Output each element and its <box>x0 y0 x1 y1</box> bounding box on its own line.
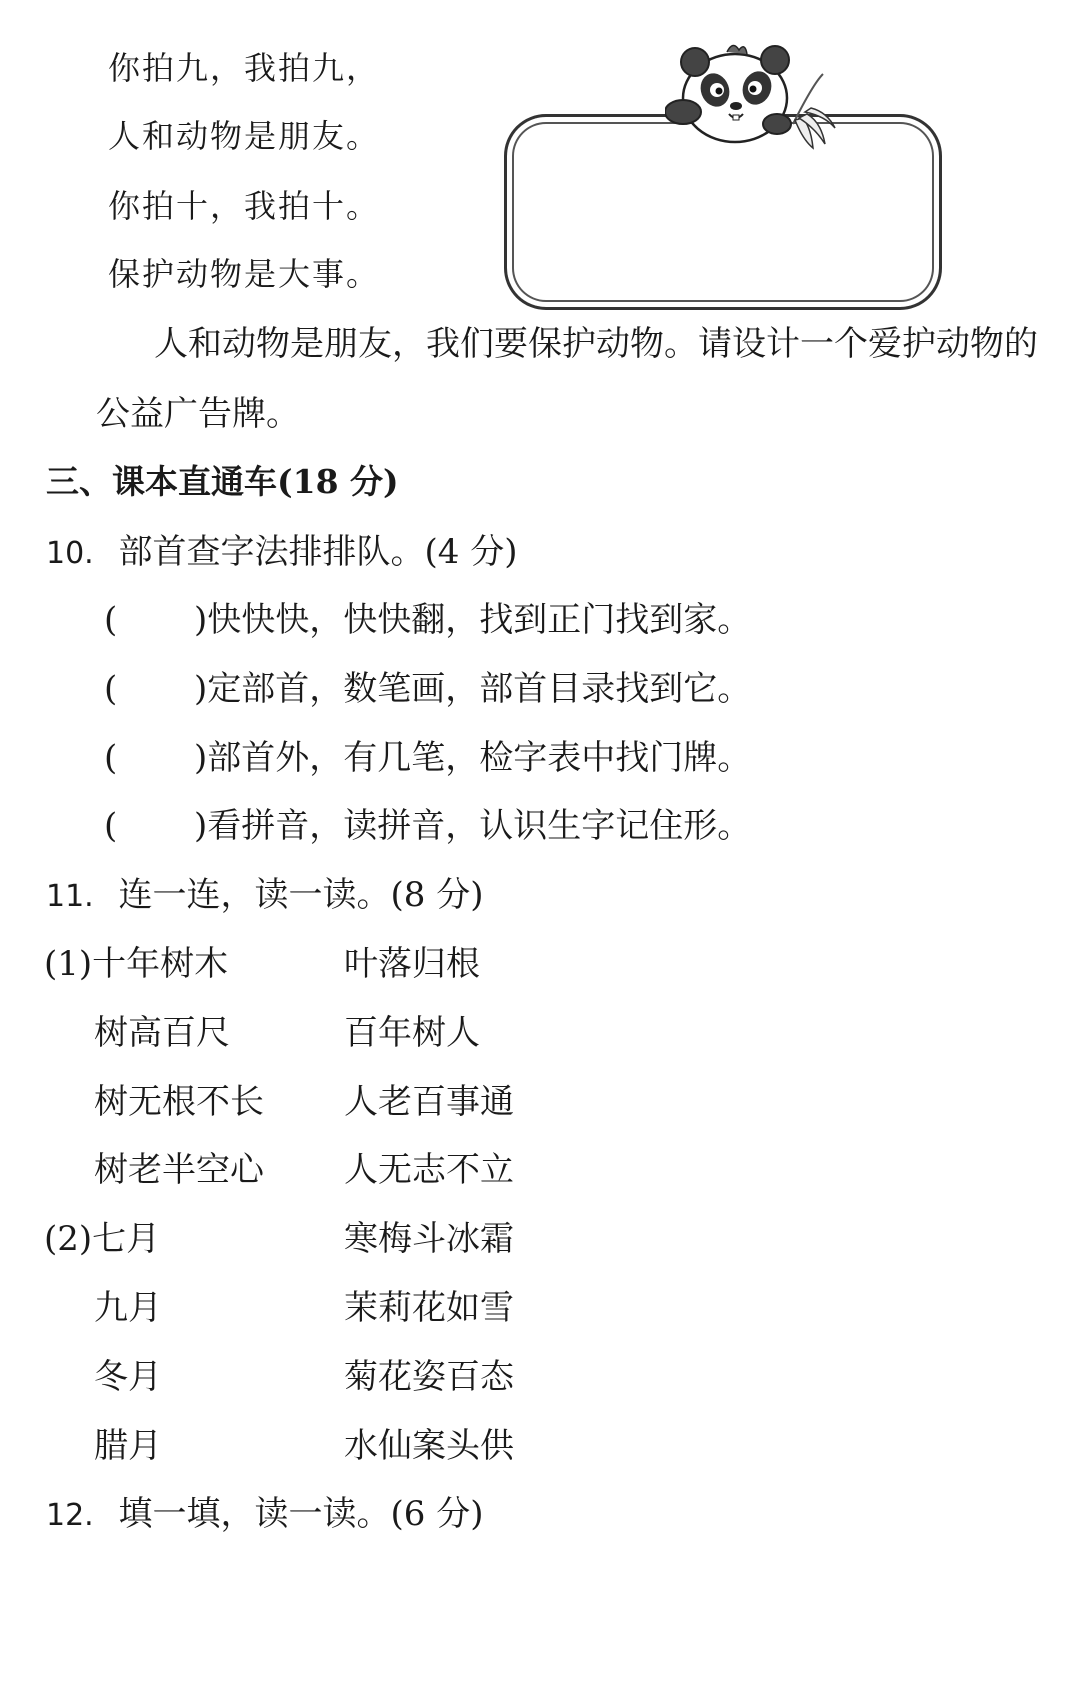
question-text: 部首查字法排排队。(4 分) <box>118 532 518 572</box>
question-number: 10. <box>46 536 94 571</box>
match-right-item: 人无志不立 <box>344 1150 514 1190</box>
item-text: 快快快，快快翻，找到正门找到家。 <box>207 600 752 640</box>
close-paren: ) <box>194 600 208 640</box>
open-paren: ( <box>104 669 118 709</box>
match-left-item: 树老半空心 <box>94 1150 264 1190</box>
open-paren: ( <box>104 600 118 640</box>
match-right-item: 叶落归根 <box>344 944 480 984</box>
item-text: 部首外，有几笔，检字表中找门牌。 <box>207 738 752 778</box>
part-label: (1) <box>44 944 93 984</box>
match-left-item: 十年树木 <box>92 944 229 984</box>
question-text: 填一填，读一读。(6 分) <box>118 1494 484 1534</box>
question-10 <box>46 532 518 574</box>
close-paren: ) <box>194 806 208 846</box>
panda-signboard-illustration <box>500 40 950 310</box>
q10-item-4 <box>104 806 751 846</box>
question-number: 12. <box>46 1498 94 1533</box>
item-text: 看拼音，读拼音，认识生字记住形。 <box>207 806 752 846</box>
q11-part2-row-1-left <box>44 1219 160 1259</box>
open-paren: ( <box>104 806 118 846</box>
match-right-item: 人老百事通 <box>344 1082 514 1122</box>
panda-icon <box>665 40 865 150</box>
q10-item-1 <box>104 600 751 640</box>
q10-item-2 <box>104 669 751 709</box>
match-right-item: 水仙案头供 <box>344 1426 514 1466</box>
match-left-item: 腊月 <box>94 1426 162 1466</box>
part-label: (2) <box>44 1219 93 1259</box>
question-text: 连一连，读一读。(8 分) <box>118 875 484 915</box>
match-right-item: 寒梅斗冰霜 <box>344 1219 514 1259</box>
match-left-item: 九月 <box>94 1288 162 1328</box>
close-paren: ) <box>194 738 208 778</box>
prompt-line-2: 公益广告牌。 <box>96 394 300 434</box>
match-right-item: 百年树人 <box>344 1013 480 1053</box>
poem-line-2: 人和动物是朋友。 <box>108 117 381 155</box>
question-number: 11. <box>46 879 94 914</box>
match-left-item: 七月 <box>92 1219 161 1259</box>
q11-part1-row-1-left <box>44 944 228 984</box>
poem-line-1: 你拍九，我拍九， <box>108 49 381 87</box>
open-paren: ( <box>104 738 118 778</box>
poem-line-4: 保护动物是大事。 <box>108 255 381 293</box>
prompt-line-1: 人和动物是朋友，我们要保护动物。请设计一个爱护动物的 <box>154 324 1038 364</box>
poem-line-3: 你拍十，我拍十。 <box>108 187 381 225</box>
match-left-item: 树无根不长 <box>94 1082 264 1122</box>
section-3-heading: 三、课本直通车(18 分) <box>46 462 399 501</box>
question-11 <box>46 875 484 917</box>
match-left-item: 树高百尺 <box>94 1013 230 1053</box>
q10-item-3 <box>104 738 751 778</box>
match-left-item: 冬月 <box>94 1357 162 1397</box>
match-right-item: 菊花姿百态 <box>344 1357 514 1397</box>
close-paren: ) <box>194 669 208 709</box>
item-text: 定部首，数笔画，部首目录找到它。 <box>207 669 752 709</box>
question-12 <box>46 1494 484 1536</box>
match-right-item: 茉莉花如雪 <box>344 1288 514 1328</box>
